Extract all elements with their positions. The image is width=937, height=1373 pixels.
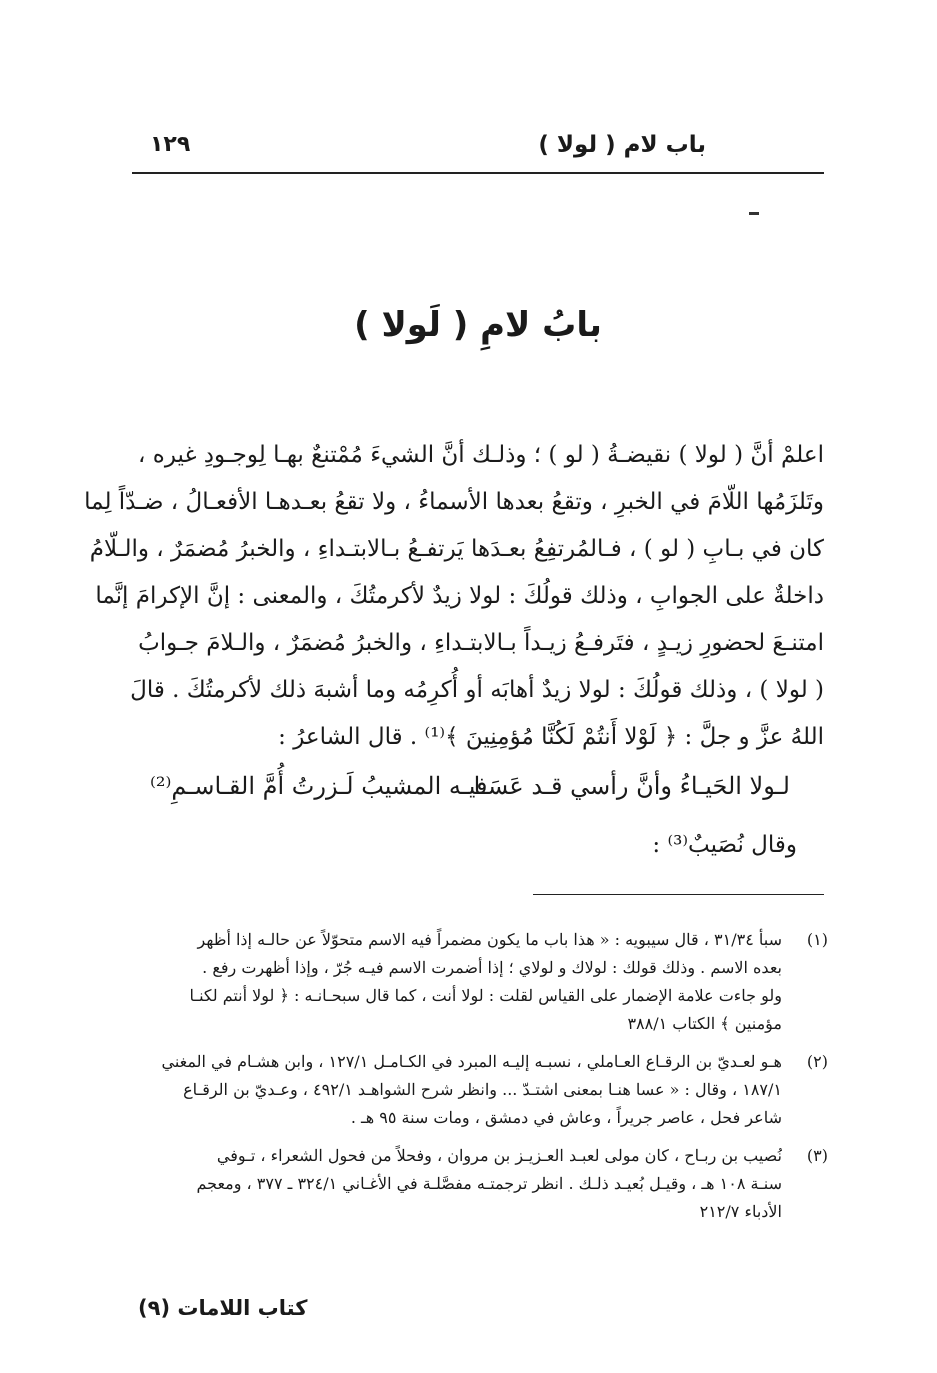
footnote-line: مؤمنين ﴾ الكتاب ٣٨٨/١	[627, 1014, 782, 1033]
poetry-verse	[150, 772, 790, 816]
footnote-line: سنـة ١٠٨ هـ ، وقيـل بُعيـد ذلـك . انظر ترجمتـه مفصَّلـة في الأغـاني ٣٢٤/١ ـ ٣٧٧ ، ومعجم	[196, 1174, 782, 1193]
body-line: اللهُ عزَّ و جلَّ : ﴿ لَوْلا أَنتُمْ لَكُنَّا مُؤمِنِينَ ﴾⁽¹⁾ . قال الشاعرُ :	[278, 724, 824, 750]
body-line: كان في بـابِ ( لو ) ، فـالمُرتفِعُ بعـدَها يَرتفـعُ بـالابتـداءِ ، والخبرُ مُضمَرٌ ، والـلّامُ	[89, 536, 824, 562]
book-signature: كتاب اللامات (٩)	[138, 1296, 308, 1320]
verse-second-hemistich: فيـه المشيبُ لَـزرتُ أُمَّ القـاسـمِ⁽²⁾	[150, 772, 488, 800]
footnote-line: ولو جاءت علامة الإضمار على القياس لقلت : لولا أنت ، كما قال سبحـانـه : ﴿ لولا أنتم لكنـا	[189, 986, 782, 1005]
footnote	[132, 926, 828, 1038]
footnotes	[132, 926, 828, 1236]
verse-intro: وقال نُصَيبٌ⁽³⁾ :	[652, 832, 797, 858]
body-line: امتنـعَ لحضورِ زيـدٍ ، فتَرفـعُ زيـداً بـالابتـداءِ ، والخبرُ مُضمَرٌ ، والـلامَ جـوابُ	[138, 630, 824, 656]
footnote-line: بعده الاسم . وذلك قولك : لولاك و لولاي ؛ إذا أضمرت الاسم فيـه جُرّ ، وإذا أظهرت رفع .	[202, 958, 782, 977]
body-paragraph	[84, 432, 824, 761]
body-line: اعلمْ أنَّ ( لولا ) نقيضـةُ ( لو ) ؛ وذلـك أنَّ الشيءَ مُمْتنعٌ بهـا لِوجـودِ غيره ،	[138, 442, 824, 468]
footnote-line: الأدباء ٢١٢/٧	[699, 1202, 782, 1221]
print-mark	[749, 212, 759, 215]
footnote-line: هـو لعـديّ بن الرقـاع العـاملي ، نسبـه إليـه المبرد في الكـامـل ١٢٧/١ ، وابن هشـام في المغني	[161, 1052, 782, 1071]
footnote-number: (٢)	[806, 1052, 828, 1071]
footnote-line: نُصيب بن ربـاح ، كان مولى لعبـد العـزيـز بن مروان ، وفحلاً من فحول الشعراء ، تـوفي	[216, 1146, 782, 1165]
running-header-title: باب لام ( لولا )	[538, 132, 706, 158]
chapter-title: بابُ لامِ ( لَولا )	[354, 305, 602, 345]
footnote-separator	[533, 894, 824, 895]
footnote-line: سبأ ٣١/٣٤ ، قال سيبويه : « هذا باب ما يكون مضمراً فيه الاسم متحوّلاً عن حالـه إذا أظهر	[197, 930, 782, 949]
body-line: ( لولا ) ، وذلك قولُكَ : لولا زيدٌ أهابَه أو أُكرِمُه وما أشبهَ ذلك لأكرمتُكَ . قالَ	[130, 677, 824, 703]
footnote-line: ١٨٧/١ ، وقال : « عسا هنـا بمعنى اشتـدّ ... وانظر شرح الشواهـد ٤٩٢/١ ، وعـديّ بن الرقـاع	[183, 1080, 782, 1099]
body-line: داخلةٌ على الجوابِ ، وذلك قولُكَ : لولا زيدٌ لأكرمتُكَ ، والمعنى : إنَّ الإكرامَ إنَّما	[95, 583, 824, 609]
body-line: وتَلزَمُها اللّامَ في الخبرِ ، وتقعُ بعدها الأسماءُ ، ولا تقعُ بعـدهـا الأفعـالُ ، ضـدّاً لِما	[84, 489, 824, 515]
footnote	[132, 1048, 828, 1132]
page-number: ١٢٩	[150, 132, 191, 157]
verse-first-hemistich: لـولا الحَيـاءُ وأنَّ رأسي قـد عَسَـا	[473, 772, 790, 800]
footnote-number: (٣)	[806, 1146, 828, 1165]
footnote-line: شاعر فحل ، عاصر جريراً ، وعاش في دمشق ، ومات سنة ٩٥ هـ .	[350, 1108, 782, 1127]
header-rule	[132, 172, 824, 174]
running-header	[132, 128, 824, 168]
footnote-number: (١)	[806, 930, 828, 949]
footnote	[132, 1142, 828, 1226]
